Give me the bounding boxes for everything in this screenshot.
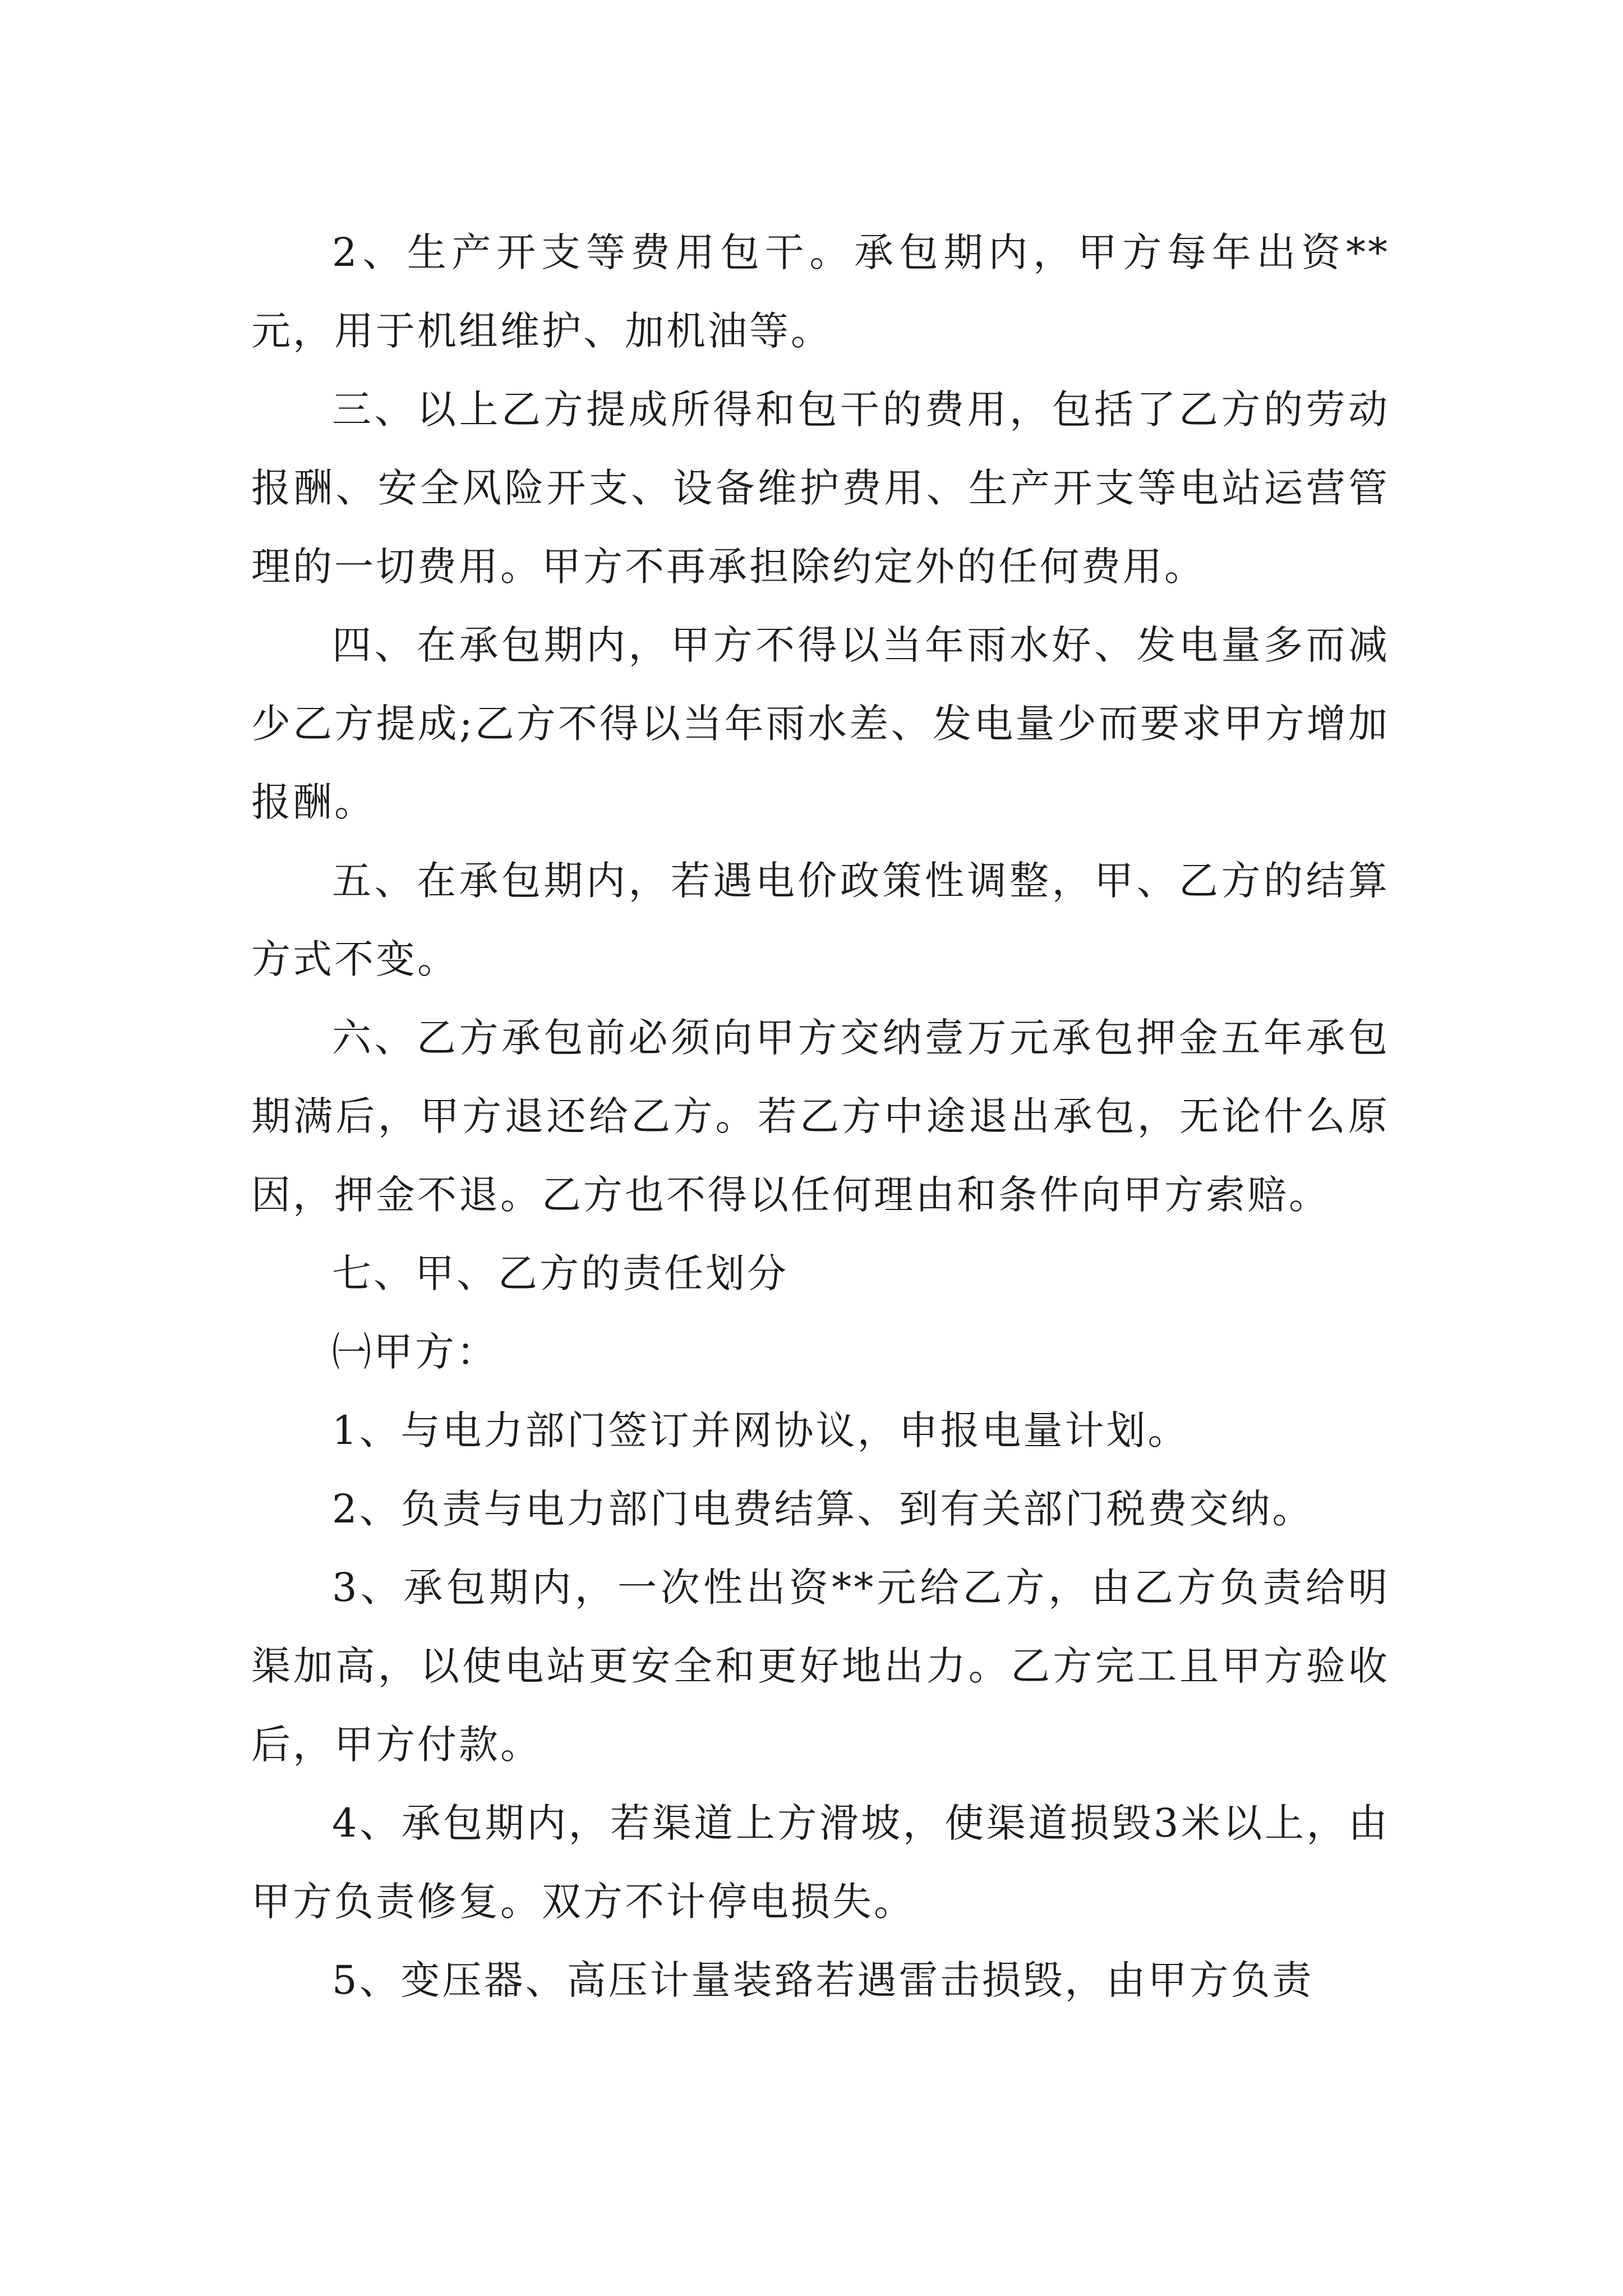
paragraph-article-six: 六、乙方承包前必须向甲方交纳壹万元承包押金五年承包期满后，甲方退还给乙方。若乙方中途退出承包，无论什么原因，押金不退。乙方也不得以任何理由和条件向甲方索赔。 (251, 1015, 1390, 1218)
paragraph-party-a-item-2: 2、负责与电力部门电费结算、到有关部门税费交纳。 (332, 1486, 1314, 1532)
paragraph-article-five: 五、在承包期内，若遇电价政策性调整，甲、乙方的结算方式不变。 (251, 858, 1390, 982)
paragraph-party-a-item-3: 3、承包期内，一次性出资**元给乙方，由乙方负责给明渠加高，以使电站更安全和更好地出力。乙方完工且甲方验收后，甲方付款。 (251, 1565, 1390, 1768)
paragraph-article-four: 四、在承包期内，甲方不得以当年雨水好、发电量多而减少乙方提成;乙方不得以当年雨水差、发电量少而要求甲方增加报酬。 (251, 622, 1390, 825)
paragraph-article-three: 三、以上乙方提成所得和包干的费用，包括了乙方的劳动报酬、安全风险开支、设备维护费用、生产开支等电站运营管理的一切费用。甲方不再承担除约定外的任何费用。 (251, 386, 1390, 590)
paragraph-party-a-item-5: 5、变压器、高压计量装臵若遇雷击损毁，由甲方负责 (332, 1957, 1314, 2003)
paragraph-expense-lump-sum: 2、生产开支等费用包干。承包期内，甲方每年出资**元，用于机组维护、加机油等。 (251, 229, 1390, 354)
paragraph-party-a-item-4: 4、承包期内，若渠道上方滑坡，使渠道损毁3米以上，由甲方负责修复。双方不计停电损失。 (251, 1800, 1390, 1925)
document-body (251, 213, 1390, 2019)
paragraph-article-seven-heading: 七、甲、乙方的责任划分 (332, 1250, 789, 1296)
paragraph-party-a-heading: ㈠甲方： (332, 1329, 498, 1375)
paragraph-party-a-item-1: 1、与电力部门签订并网协议，申报电量计划。 (332, 1407, 1189, 1453)
